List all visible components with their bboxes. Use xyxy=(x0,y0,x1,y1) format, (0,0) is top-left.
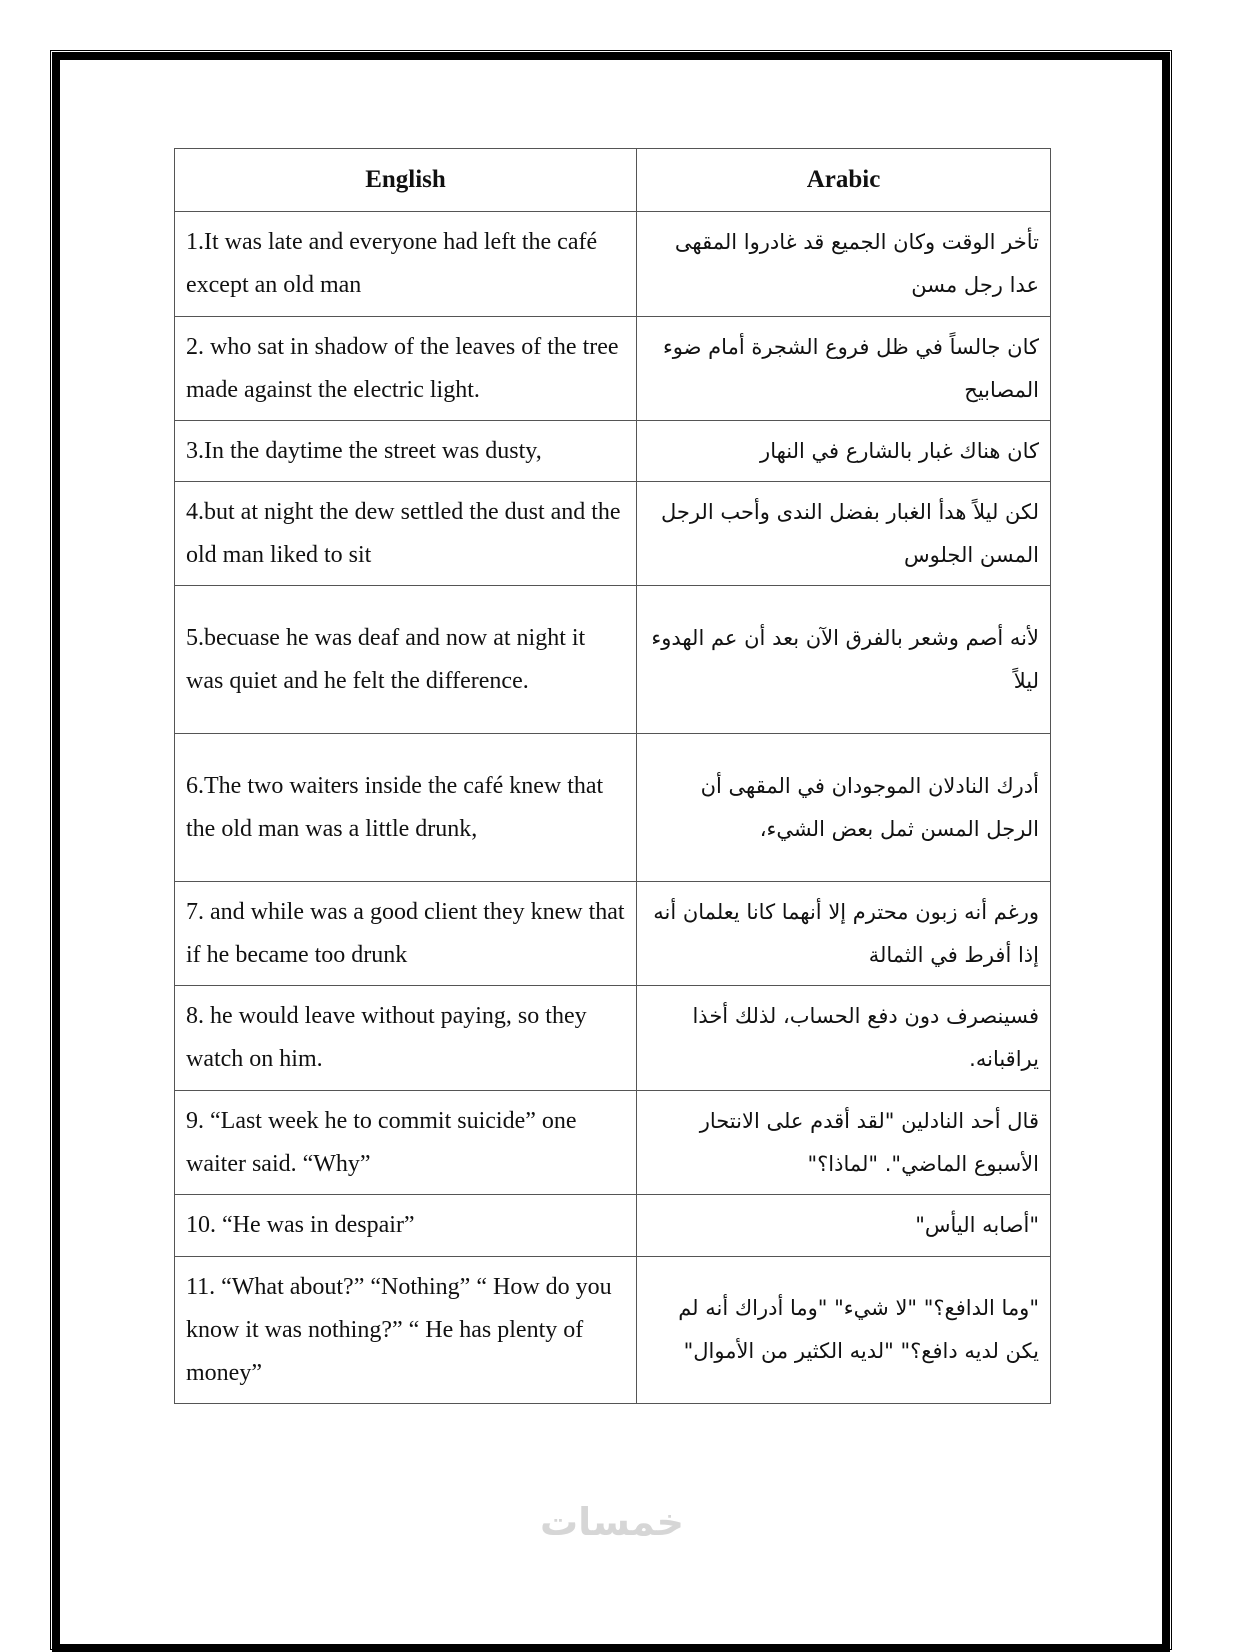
table-row xyxy=(175,986,1051,1091)
table-row xyxy=(175,482,1051,586)
table-row xyxy=(175,1195,1051,1257)
english-cell: 6.The two waiters inside the café knew that the old man was a little drunk, xyxy=(175,734,637,882)
table-row xyxy=(175,1257,1051,1404)
table-row xyxy=(175,882,1051,986)
english-cell: 1.It was late and everyone had left the café except an old man xyxy=(175,212,637,317)
english-cell: 10. “He was in despair” xyxy=(175,1195,637,1257)
arabic-cell: قال أحد النادلين "لقد أقدم على الانتحار الأسبوع الماضي". "لماذا؟" xyxy=(637,1091,1051,1195)
watermark-logo: خمسات xyxy=(540,1500,684,1544)
arabic-cell: كان هناك غبار بالشارع في النهار xyxy=(637,421,1051,482)
translation-table xyxy=(174,148,1051,1404)
english-cell: 5.becuase he was deaf and now at night it was quiet and he felt the difference. xyxy=(175,586,637,734)
arabic-cell: ورغم أنه زبون محترم إلا أنهما كانا يعلمان أنه إذا أفرط في الثمالة xyxy=(637,882,1051,986)
english-cell: 7. and while was a good client they knew that if he became too drunk xyxy=(175,882,637,986)
english-cell: 11. “What about?” “Nothing” “ How do you know it was nothing?” “ He has plenty of money” xyxy=(175,1257,637,1404)
table-row xyxy=(175,1091,1051,1195)
table-row xyxy=(175,586,1051,734)
english-cell: 2. who sat in shadow of the leaves of the tree made against the electric light. xyxy=(175,317,637,421)
arabic-cell: فسينصرف دون دفع الحساب، لذلك أخذا يراقبانه. xyxy=(637,986,1051,1091)
english-cell: 8. he would leave without paying, so they watch on him. xyxy=(175,986,637,1091)
english-cell: 3.In the daytime the street was dusty, xyxy=(175,421,637,482)
english-cell: 4.but at night the dew settled the dust and the old man liked to sit xyxy=(175,482,637,586)
arabic-cell: تأخر الوقت وكان الجميع قد غادروا المقهى عدا رجل مسن xyxy=(637,212,1051,317)
header-arabic: Arabic xyxy=(637,149,1051,212)
arabic-cell: كان جالساً في ظل فروع الشجرة أمام ضوء المصابيح xyxy=(637,317,1051,421)
table-row xyxy=(175,317,1051,421)
arabic-cell: لأنه أصم وشعر بالفرق الآن بعد أن عم الهدوء ليلاً xyxy=(637,586,1051,734)
table-row xyxy=(175,734,1051,882)
table-row xyxy=(175,421,1051,482)
arabic-cell: "وما الدافع؟" "لا شيء" "وما أدراك أنه لم يكن لديه دافع؟" "لديه الكثير من الأموال" xyxy=(637,1257,1051,1404)
header-english: English xyxy=(175,149,637,212)
arabic-cell: لكن ليلاً هدأ الغبار بفضل الندى وأحب الرجل المسن الجلوس xyxy=(637,482,1051,586)
arabic-cell: أدرك النادلان الموجودان في المقهى أن الرجل المسن ثمل بعض الشيء، xyxy=(637,734,1051,882)
english-cell: 9. “Last week he to commit suicide” one waiter said. “Why” xyxy=(175,1091,637,1195)
arabic-cell: "أصابه اليأس" xyxy=(637,1195,1051,1257)
table-row xyxy=(175,212,1051,317)
table-header-row xyxy=(175,149,1051,212)
